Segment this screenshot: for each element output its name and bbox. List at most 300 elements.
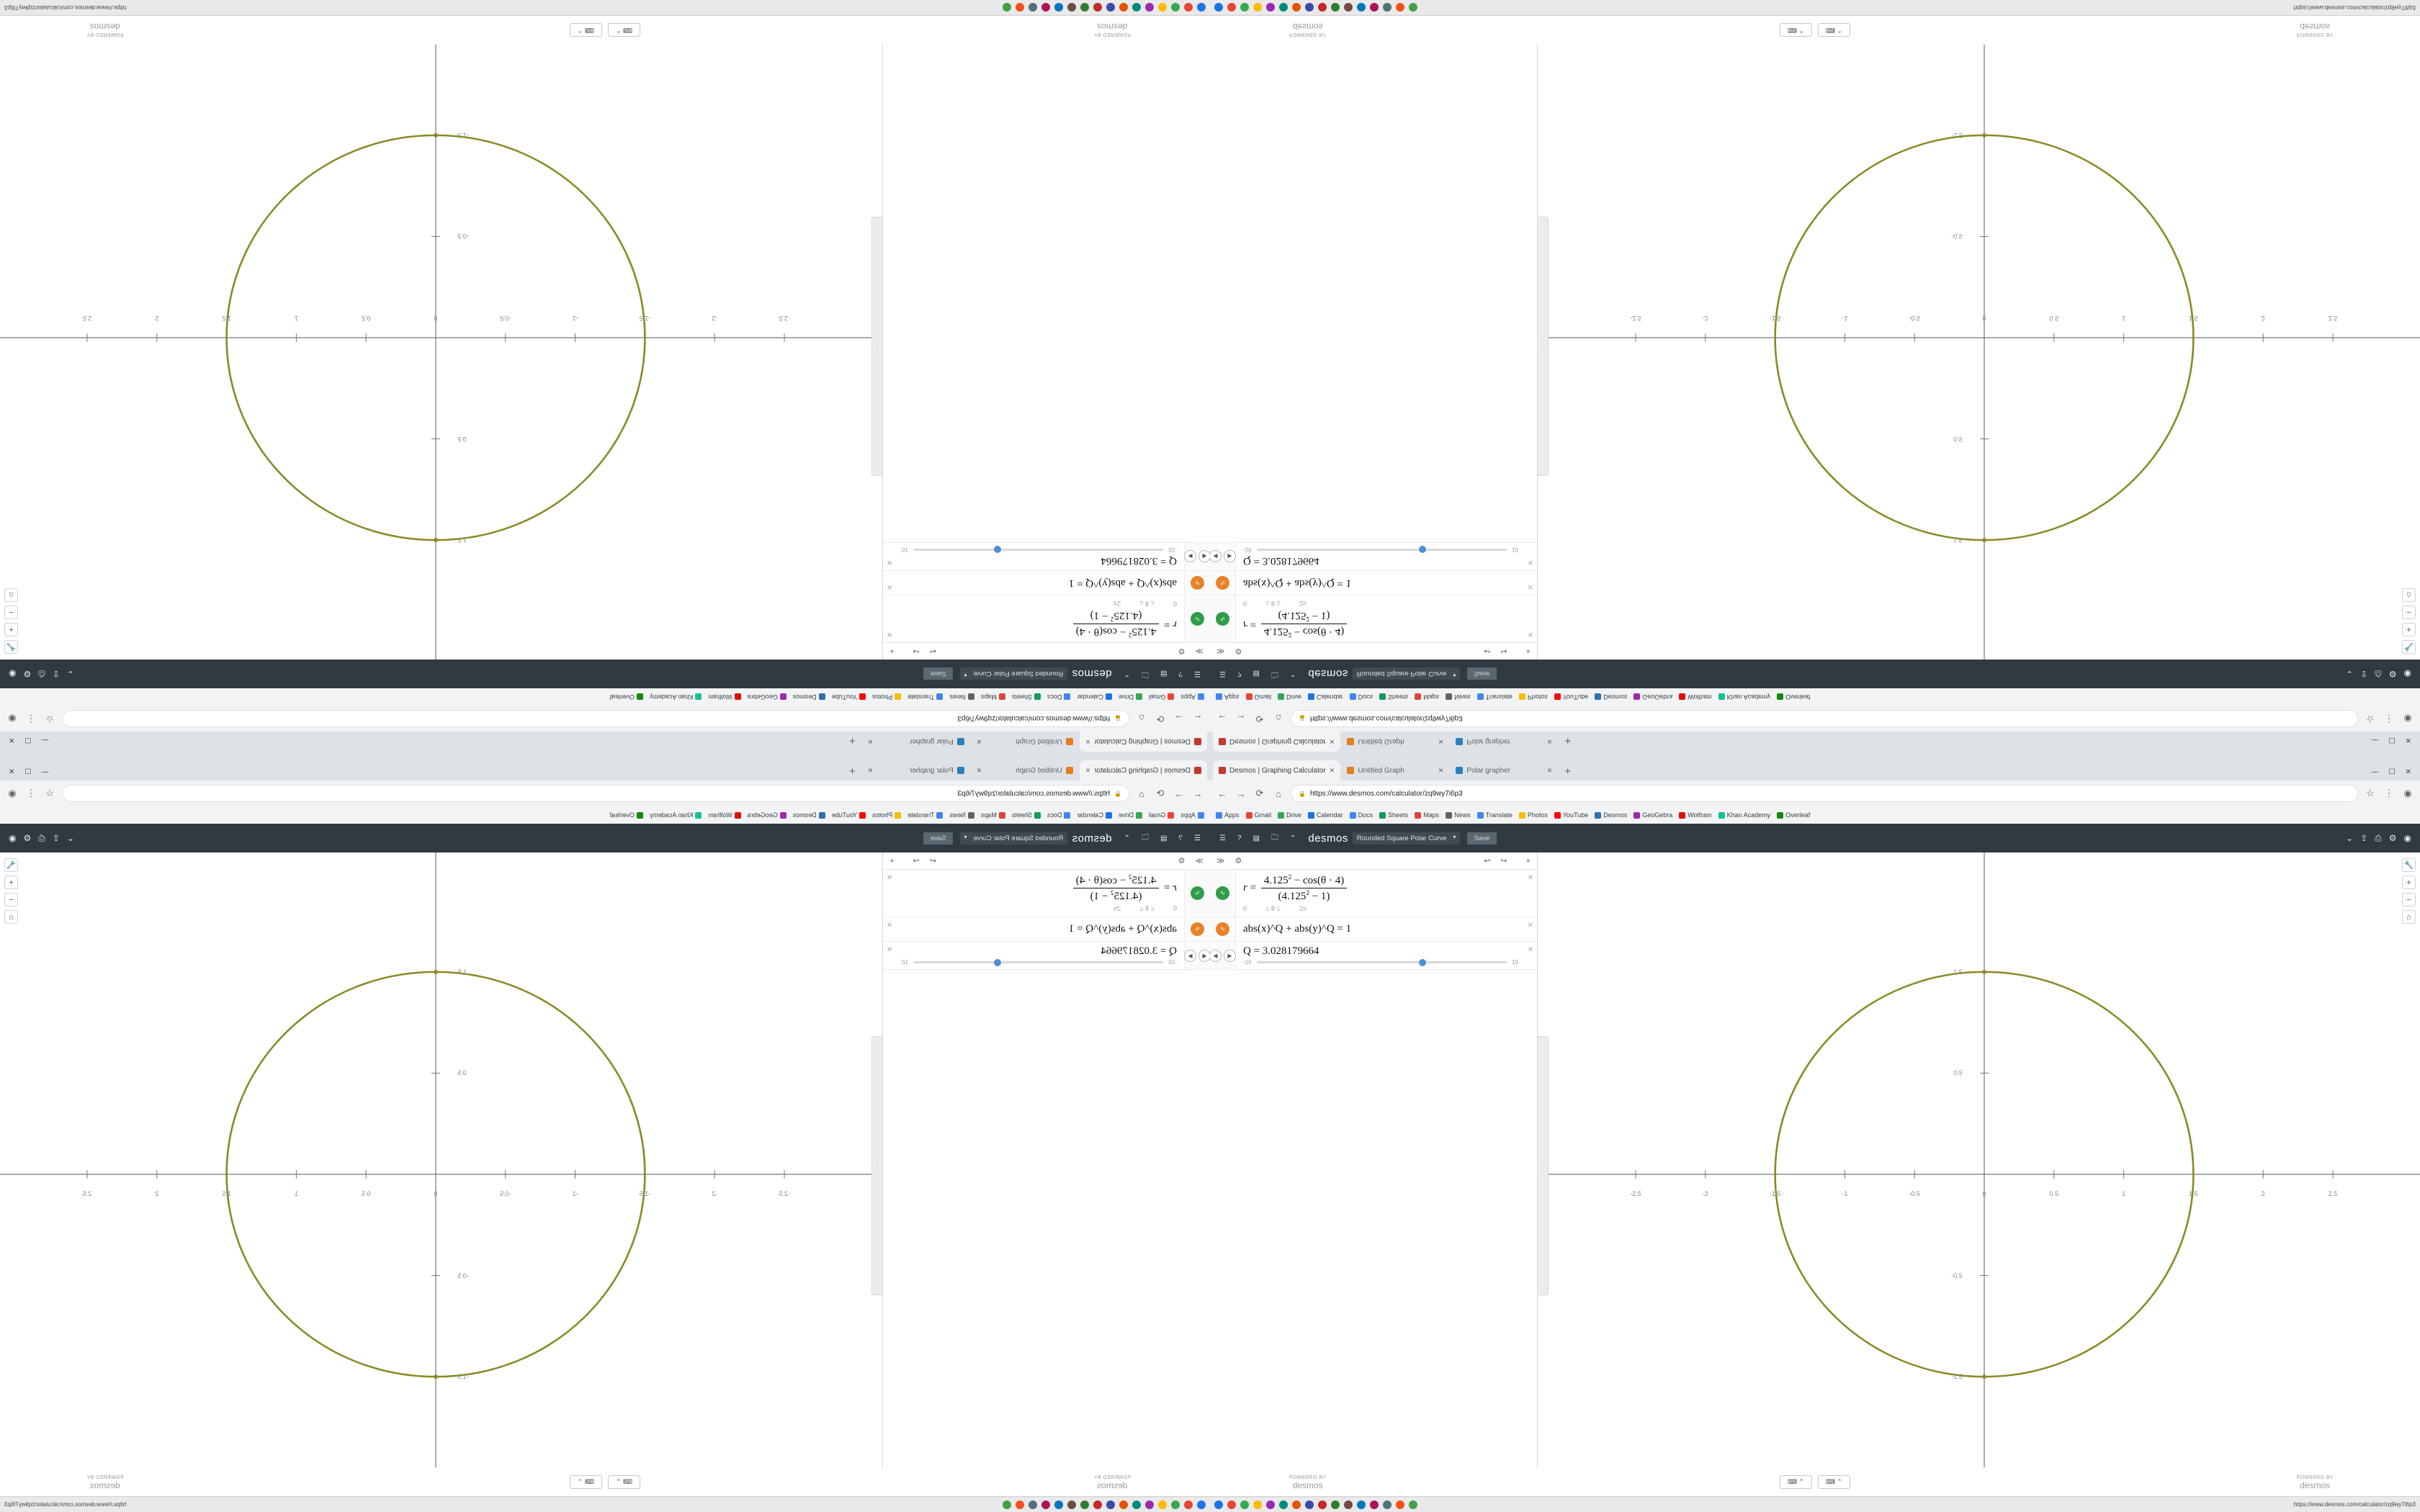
slider-max-label[interactable]: 10 <box>902 546 908 553</box>
expression-row-1[interactable] <box>1210 870 1537 917</box>
browser-tab[interactable] <box>1080 732 1207 752</box>
home-icon[interactable]: ⌂ <box>2402 910 2416 924</box>
graph-title-field[interactable]: Rounded Square Polar Curve ▾ <box>1353 832 1460 845</box>
bookmark-item[interactable] <box>610 693 643 701</box>
bookmark-item[interactable] <box>1077 811 1112 819</box>
home-icon[interactable]: ⌂ <box>1276 788 1281 799</box>
play-icon[interactable]: ▶ <box>1184 950 1196 962</box>
close-icon[interactable]: ✕ <box>1527 874 1533 882</box>
zoom-in-icon[interactable]: + <box>2402 623 2416 636</box>
expression-row-3[interactable] <box>883 542 1210 570</box>
bookmark-star-icon[interactable]: ☆ <box>2366 714 2375 724</box>
expression-row-1[interactable] <box>1210 595 1537 642</box>
bookmark-item[interactable] <box>1415 693 1439 701</box>
expression-row-3[interactable] <box>1210 942 1537 970</box>
keyboard-button-2[interactable]: ⌨ ⌃ <box>570 1475 602 1489</box>
share-icon[interactable]: ⇪ <box>52 669 60 679</box>
maximize-icon[interactable]: ☐ <box>24 736 32 744</box>
taskbar-app-icon[interactable] <box>1158 4 1167 12</box>
expression-row-3-body[interactable] <box>883 543 1184 570</box>
redo-icon[interactable]: ↪ <box>913 647 920 655</box>
slider-min-label[interactable]: -10 <box>1168 546 1177 553</box>
taskbar-app-icon[interactable] <box>1227 1500 1236 1509</box>
account-icon[interactable]: ◉ <box>9 669 17 679</box>
bookmark-item[interactable] <box>949 811 974 819</box>
bookmark-item[interactable] <box>1446 811 1471 819</box>
back-icon[interactable]: ← <box>1217 713 1227 724</box>
step-back-icon[interactable]: ◀ <box>1210 950 1222 962</box>
expression-row-1-icon[interactable] <box>1210 595 1236 642</box>
folder-icon[interactable]: 🗀 <box>1270 670 1278 679</box>
expression-row-1[interactable] <box>883 595 1210 642</box>
notes-icon[interactable]: ▤ <box>1160 834 1168 842</box>
slider-min-label[interactable]: -10 <box>1168 959 1177 966</box>
bookmark-item[interactable] <box>981 693 1005 701</box>
curve-toggle-icon[interactable]: ∿ <box>1191 576 1204 590</box>
bookmark-item[interactable] <box>1149 693 1175 701</box>
home-icon[interactable]: ⌂ <box>1139 713 1144 724</box>
home-icon[interactable]: ⌂ <box>1139 788 1144 799</box>
zoom-in-icon[interactable]: + <box>4 623 18 636</box>
gear-icon[interactable]: ⚙ <box>1178 857 1186 865</box>
zoom-in-icon[interactable]: + <box>2402 876 2416 889</box>
taskbar-app-icon[interactable] <box>1253 1500 1262 1509</box>
bookmark-item[interactable] <box>1519 811 1548 819</box>
redo-icon[interactable]: ↪ <box>1500 857 1507 865</box>
expression-row-2-icon[interactable] <box>1184 917 1210 941</box>
forward-icon[interactable]: → <box>1236 788 1246 799</box>
slider-controls[interactable] <box>1184 551 1210 563</box>
slider-max-label[interactable]: 10 <box>1512 546 1518 553</box>
bookmark-item[interactable] <box>1308 811 1343 819</box>
bookmark-item[interactable] <box>1679 811 1711 819</box>
browser-menu-icon[interactable]: ⋮ <box>2384 714 2394 724</box>
add-expression-icon[interactable]: + <box>889 856 895 865</box>
browser-tab[interactable] <box>1450 760 1558 780</box>
keyboard-button-1[interactable]: ⌨ ⌃ <box>608 1475 640 1489</box>
redo-icon[interactable]: ↪ <box>913 857 920 865</box>
new-tab-button[interactable]: + <box>1564 734 1572 747</box>
taskbar-app-icon[interactable] <box>1016 1500 1024 1509</box>
bookmark-item[interactable] <box>949 693 974 701</box>
gear-icon[interactable]: ⚙ <box>1234 647 1242 655</box>
bookmark-item[interactable] <box>793 693 825 701</box>
bookmark-item[interactable] <box>1519 693 1548 701</box>
bookmark-item[interactable] <box>1012 693 1041 701</box>
taskbar-app-icon[interactable] <box>1093 1500 1102 1509</box>
expression-row-2-body[interactable] <box>1236 571 1537 595</box>
browser-tab[interactable] <box>1080 760 1207 780</box>
taskbar-app-icon[interactable] <box>1266 1500 1275 1509</box>
bookmark-item[interactable] <box>1554 693 1588 701</box>
taskbar-app-icon[interactable] <box>1214 4 1223 12</box>
bookmark-item[interactable] <box>1119 693 1142 701</box>
bookmark-star-icon[interactable]: ☆ <box>2366 788 2375 798</box>
taskbar-app-icon[interactable] <box>1106 1500 1115 1509</box>
forward-icon[interactable]: → <box>1174 713 1184 724</box>
address-bar[interactable] <box>62 710 1129 727</box>
close-window-icon[interactable]: ✕ <box>2405 768 2411 776</box>
bookmark-item[interactable] <box>1119 811 1142 819</box>
taskbar-app-icon[interactable] <box>1041 1500 1050 1509</box>
graph-canvas[interactable] <box>0 16 871 660</box>
chevron-up-icon[interactable]: ⌃ <box>1124 670 1131 678</box>
chevron-down-icon[interactable]: ⌄ <box>2346 833 2354 843</box>
taskbar-app-icon[interactable] <box>1227 4 1236 12</box>
home-icon[interactable]: ⌂ <box>1276 713 1281 724</box>
profile-avatar[interactable]: ◉ <box>8 788 17 798</box>
profile-avatar[interactable]: ◉ <box>2403 788 2412 798</box>
expression-row-2[interactable] <box>1210 917 1537 942</box>
taskbar-app-icon[interactable] <box>1383 1500 1392 1509</box>
print-icon[interactable]: ⎙ <box>2375 669 2382 680</box>
home-icon[interactable]: ⌂ <box>4 910 18 924</box>
home-icon[interactable]: ⌂ <box>2402 588 2416 602</box>
bookmark-item[interactable] <box>1718 811 1771 819</box>
taskbar-app-icon[interactable] <box>1041 4 1050 12</box>
zoom-in-icon[interactable]: + <box>4 876 18 889</box>
notes-icon[interactable]: ▤ <box>1252 834 1260 842</box>
expression-row-3-icon[interactable] <box>1184 543 1210 570</box>
graph-canvas[interactable] <box>0 852 871 1496</box>
expression-row-3-body[interactable] <box>883 942 1184 969</box>
curve-toggle-icon[interactable]: ∿ <box>1191 922 1204 936</box>
curve-toggle-icon[interactable]: ∿ <box>1191 886 1204 900</box>
chevron-up-icon[interactable]: ⌃ <box>1289 834 1296 842</box>
bookmark-item[interactable] <box>832 693 866 701</box>
bookmark-star-icon[interactable]: ☆ <box>45 788 54 798</box>
taskbar-app-icon[interactable] <box>1028 4 1037 12</box>
expression-row-3-body[interactable] <box>1236 942 1537 969</box>
gear-icon[interactable]: ⚙ <box>2388 669 2397 679</box>
expression-row-2-icon[interactable] <box>1184 571 1210 595</box>
expression-row-1-body[interactable] <box>883 595 1184 642</box>
bookmark-item[interactable] <box>1634 693 1672 701</box>
tab-close-icon[interactable]: ✕ <box>1329 738 1335 746</box>
new-tab-button[interactable]: + <box>1564 765 1572 778</box>
undo-icon[interactable]: ↩ <box>929 857 936 865</box>
slider-min-label[interactable]: -10 <box>1243 546 1252 553</box>
taskbar-app-icon[interactable] <box>1383 4 1392 12</box>
wrench-icon[interactable]: 🔧 <box>4 640 18 654</box>
expression-row-2[interactable] <box>883 570 1210 595</box>
bookmark-item[interactable] <box>908 811 943 819</box>
bookmark-item[interactable] <box>610 811 643 819</box>
print-icon[interactable]: ⎙ <box>2375 832 2382 843</box>
close-icon[interactable]: ✕ <box>1527 558 1533 566</box>
bookmark-item[interactable] <box>1477 693 1512 701</box>
step-back-icon[interactable]: ◀ <box>1198 551 1210 563</box>
wrench-icon[interactable]: 🔧 <box>2402 640 2416 654</box>
curve-toggle-icon[interactable]: ∿ <box>1216 886 1229 900</box>
tab-close-icon[interactable]: ✕ <box>1438 738 1444 746</box>
home-icon[interactable]: ⌂ <box>4 588 18 602</box>
taskbar-app-icon[interactable] <box>1003 1500 1011 1509</box>
maximize-icon[interactable]: ☐ <box>2388 736 2396 744</box>
taskbar-app-icon[interactable] <box>1016 4 1024 12</box>
bookmark-item[interactable] <box>1718 693 1771 701</box>
taskbar-app-icon[interactable] <box>1396 1500 1404 1509</box>
reload-icon[interactable]: ⟳ <box>1156 788 1165 798</box>
question-icon[interactable]: ? <box>1237 834 1242 842</box>
expression-row-1-icon[interactable] <box>1210 870 1236 917</box>
panel-drag-handle[interactable]: · · <box>871 217 882 476</box>
bookmark-item[interactable] <box>1246 811 1272 819</box>
taskbar-app-icon[interactable] <box>1253 4 1262 12</box>
step-back-icon[interactable]: ◀ <box>1198 950 1210 962</box>
browser-menu-icon[interactable]: ⋮ <box>26 714 36 724</box>
browser-tab[interactable] <box>862 760 970 780</box>
save-button[interactable]: Save <box>923 668 954 680</box>
taskbar-app-icon[interactable] <box>1003 4 1011 12</box>
undo-icon[interactable]: ↩ <box>929 647 936 655</box>
browser-tab[interactable] <box>971 760 1079 780</box>
close-icon[interactable]: ✕ <box>1527 582 1533 590</box>
zoom-out-icon[interactable]: − <box>4 893 18 906</box>
bookmark-item[interactable] <box>908 693 943 701</box>
taskbar-app-icon[interactable] <box>1240 1500 1249 1509</box>
keyboard-button-1[interactable]: ⌨ ⌃ <box>1780 1475 1812 1489</box>
folder-icon[interactable]: 🗀 <box>1270 833 1278 842</box>
address-bar[interactable] <box>62 785 1129 802</box>
graph-title-field[interactable]: Rounded Square Polar Curve ▾ <box>960 668 1067 680</box>
bookmark-item[interactable] <box>1246 693 1272 701</box>
hamburger-icon[interactable]: ☰ <box>1219 670 1226 678</box>
question-icon[interactable]: ? <box>1178 834 1183 842</box>
taskbar-app-icon[interactable] <box>1279 1500 1288 1509</box>
expression-row-1-body[interactable] <box>883 870 1184 917</box>
taskbar-app-icon[interactable] <box>1132 1500 1141 1509</box>
share-icon[interactable]: ⇪ <box>2360 669 2368 679</box>
expression-row-2-icon[interactable] <box>1210 917 1236 941</box>
save-button[interactable]: Save <box>1467 668 1497 680</box>
profile-avatar[interactable]: ◉ <box>8 714 17 724</box>
taskbar-app-icon[interactable] <box>1158 1500 1167 1509</box>
maximize-icon[interactable]: ☐ <box>2388 768 2396 776</box>
bookmark-item[interactable] <box>1047 811 1071 819</box>
bookmark-item[interactable] <box>1350 693 1373 701</box>
save-button[interactable]: Save <box>1467 832 1497 845</box>
taskbar-app-icon[interactable] <box>1331 1500 1340 1509</box>
gear-icon[interactable]: ⚙ <box>23 833 32 843</box>
tab-close-icon[interactable]: ✕ <box>1546 766 1553 774</box>
bookmark-item[interactable] <box>1278 811 1301 819</box>
curve-toggle-icon[interactable]: ∿ <box>1191 612 1204 626</box>
taskbar-app-icon[interactable] <box>1067 1500 1076 1509</box>
keyboard-button-2[interactable]: ⌨ ⌃ <box>1818 24 1850 37</box>
zoom-out-icon[interactable]: − <box>2402 893 2416 906</box>
share-icon[interactable]: ⇪ <box>2360 833 2368 843</box>
bookmark-item[interactable] <box>832 811 866 819</box>
expression-row-2-body[interactable] <box>1236 917 1537 941</box>
close-icon[interactable]: ✕ <box>887 946 893 954</box>
taskbar-app-icon[interactable] <box>1080 1500 1089 1509</box>
bookmark-item[interactable] <box>1477 811 1512 819</box>
slider-controls[interactable] <box>1184 950 1210 962</box>
close-icon[interactable]: ✕ <box>887 582 893 590</box>
taskbar-app-icon[interactable] <box>1396 4 1404 12</box>
taskbar-app-icon[interactable] <box>1054 4 1063 12</box>
curve-toggle-icon[interactable]: ∿ <box>1216 576 1229 590</box>
slider-knob[interactable] <box>994 959 1001 966</box>
slider-track[interactable] <box>1257 961 1507 963</box>
add-expression-icon[interactable]: + <box>1525 856 1531 865</box>
expression-row-1-icon[interactable] <box>1184 595 1210 642</box>
zoom-out-icon[interactable]: − <box>2402 606 2416 619</box>
undo-icon[interactable]: ↩ <box>1484 647 1491 655</box>
close-icon[interactable]: ✕ <box>1527 630 1533 638</box>
folder-icon[interactable]: 🗀 <box>1142 833 1150 842</box>
new-tab-button[interactable]: + <box>848 734 856 747</box>
browser-menu-icon[interactable]: ⋮ <box>2384 788 2394 798</box>
chevron-down-icon[interactable]: ⌄ <box>2346 669 2354 679</box>
folder-icon[interactable]: 🗀 <box>1142 670 1150 679</box>
browser-tab[interactable] <box>1450 732 1558 752</box>
browser-tab[interactable] <box>1341 760 1449 780</box>
tab-close-icon[interactable]: ✕ <box>1329 766 1335 774</box>
slider-track[interactable] <box>913 549 1164 551</box>
taskbar-app-icon[interactable] <box>1184 1500 1193 1509</box>
chevron-double-right-icon[interactable]: ≫ <box>1216 857 1225 865</box>
close-window-icon[interactable]: ✕ <box>9 768 15 776</box>
account-icon[interactable]: ◉ <box>2403 833 2411 843</box>
taskbar-app-icon[interactable] <box>1067 4 1076 12</box>
taskbar-app-icon[interactable] <box>1145 4 1154 12</box>
taskbar-app-icon[interactable] <box>1119 1500 1128 1509</box>
tab-close-icon[interactable]: ✕ <box>1085 738 1091 746</box>
back-icon[interactable]: ← <box>1193 713 1203 724</box>
reload-icon[interactable]: ⟳ <box>1156 714 1165 724</box>
bookmark-item[interactable] <box>1047 693 1071 701</box>
tab-close-icon[interactable]: ✕ <box>867 738 874 746</box>
expression-row-3-icon[interactable] <box>1184 942 1210 969</box>
taskbar-app-icon[interactable] <box>1214 1500 1223 1509</box>
browser-tab[interactable] <box>1213 732 1340 752</box>
keyboard-button-2[interactable]: ⌨ ⌃ <box>570 24 602 37</box>
tab-close-icon[interactable]: ✕ <box>867 766 874 774</box>
taskbar-app-icon[interactable] <box>1028 1500 1037 1509</box>
taskbar-app-icon[interactable] <box>1171 4 1180 12</box>
slider-row[interactable] <box>902 546 1177 554</box>
slider-knob[interactable] <box>1419 959 1426 966</box>
bookmark-item[interactable] <box>1077 693 1112 701</box>
taskbar-app-icon[interactable] <box>1197 4 1206 12</box>
address-bar[interactable] <box>1291 785 2358 802</box>
close-icon[interactable]: ✕ <box>887 922 893 930</box>
panel-drag-handle[interactable]: · · <box>1538 1036 1549 1295</box>
slider-track[interactable] <box>913 961 1164 963</box>
graph-title-field[interactable]: Rounded Square Polar Curve ▾ <box>960 832 1067 845</box>
back-icon[interactable]: ← <box>1193 788 1203 799</box>
add-expression-icon[interactable]: + <box>889 647 895 656</box>
curve-toggle-icon[interactable]: ∿ <box>1216 922 1229 936</box>
play-icon[interactable]: ▶ <box>1184 551 1196 563</box>
close-icon[interactable]: ✕ <box>1527 946 1533 954</box>
bookmark-item[interactable] <box>1595 693 1627 701</box>
gear-icon[interactable]: ⚙ <box>23 669 32 679</box>
taskbar-app-icon[interactable] <box>1292 1500 1301 1509</box>
save-button[interactable]: Save <box>923 832 954 845</box>
chevron-up-icon[interactable]: ⌃ <box>1289 670 1296 678</box>
zoom-out-icon[interactable]: − <box>4 606 18 619</box>
slider-row[interactable] <box>1243 958 1518 966</box>
browser-menu-icon[interactable]: ⋮ <box>26 788 36 798</box>
bookmark-item[interactable] <box>650 811 702 819</box>
keyboard-button-2[interactable]: ⌨ ⌃ <box>1818 1475 1850 1489</box>
bookmark-item[interactable] <box>1446 693 1471 701</box>
bookmark-item[interactable] <box>1415 811 1439 819</box>
close-window-icon[interactable]: ✕ <box>9 736 15 744</box>
address-bar[interactable] <box>1291 710 2358 727</box>
notes-icon[interactable]: ▤ <box>1252 670 1260 678</box>
account-icon[interactable]: ◉ <box>2403 669 2411 679</box>
taskbar-app-icon[interactable] <box>1409 1500 1417 1509</box>
bookmark-item[interactable] <box>1634 811 1672 819</box>
bookmark-item[interactable] <box>1149 811 1175 819</box>
hamburger-icon[interactable]: ☰ <box>1194 670 1201 678</box>
taskbar-app-icon[interactable] <box>1145 1500 1154 1509</box>
tab-close-icon[interactable]: ✕ <box>976 766 982 774</box>
taskbar-app-icon[interactable] <box>1331 4 1340 12</box>
taskbar-app-icon[interactable] <box>1292 4 1301 12</box>
graph-canvas[interactable] <box>1549 852 2420 1496</box>
bookmark-item[interactable] <box>793 811 825 819</box>
slider-max-label[interactable]: 10 <box>902 959 908 966</box>
expression-row-3[interactable] <box>1210 542 1537 570</box>
step-back-icon[interactable]: ◀ <box>1210 551 1222 563</box>
bookmark-item[interactable] <box>872 693 901 701</box>
panel-drag-handle[interactable]: · · <box>871 1036 882 1295</box>
taskbar-app-icon[interactable] <box>1119 4 1128 12</box>
chevron-double-right-icon[interactable]: ≫ <box>1195 857 1204 865</box>
minimize-icon[interactable]: — <box>41 768 49 776</box>
redo-icon[interactable]: ↪ <box>1500 647 1507 655</box>
taskbar-app-icon[interactable] <box>1318 4 1327 12</box>
expression-row-1[interactable] <box>883 870 1210 917</box>
bookmark-item[interactable] <box>1777 811 1810 819</box>
bookmark-item[interactable] <box>748 811 786 819</box>
undo-icon[interactable]: ↩ <box>1484 857 1491 865</box>
expression-row-3-body[interactable] <box>1236 543 1537 570</box>
taskbar-app-icon[interactable] <box>1305 4 1314 12</box>
minimize-icon[interactable]: — <box>41 736 49 744</box>
play-icon[interactable]: ▶ <box>1224 950 1236 962</box>
notes-icon[interactable]: ▤ <box>1160 670 1168 678</box>
slider-min-label[interactable]: -10 <box>1243 959 1252 966</box>
browser-tab[interactable] <box>1213 760 1340 780</box>
slider-knob[interactable] <box>1419 546 1426 554</box>
minimize-icon[interactable]: — <box>2371 768 2379 776</box>
bookmark-item[interactable] <box>1679 693 1711 701</box>
bookmark-star-icon[interactable]: ☆ <box>45 714 54 724</box>
bookmark-item[interactable] <box>748 693 786 701</box>
bookmark-item[interactable] <box>1379 811 1408 819</box>
browser-tab[interactable] <box>862 732 970 752</box>
slider-row[interactable] <box>902 958 1177 966</box>
gear-icon[interactable]: ⚙ <box>1178 647 1186 655</box>
taskbar-app-icon[interactable] <box>1093 4 1102 12</box>
expression-row-3-icon[interactable] <box>1210 543 1236 570</box>
expression-row-2[interactable] <box>1210 570 1537 595</box>
taskbar-app-icon[interactable] <box>1357 4 1366 12</box>
bookmark-item[interactable] <box>650 693 702 701</box>
taskbar-app-icon[interactable] <box>1171 1500 1180 1509</box>
taskbar-app-icon[interactable] <box>1106 4 1115 12</box>
wrench-icon[interactable]: 🔧 <box>4 858 18 872</box>
bookmark-item[interactable] <box>1180 693 1204 701</box>
bookmark-item[interactable] <box>708 811 740 819</box>
tab-close-icon[interactable]: ✕ <box>976 738 982 746</box>
